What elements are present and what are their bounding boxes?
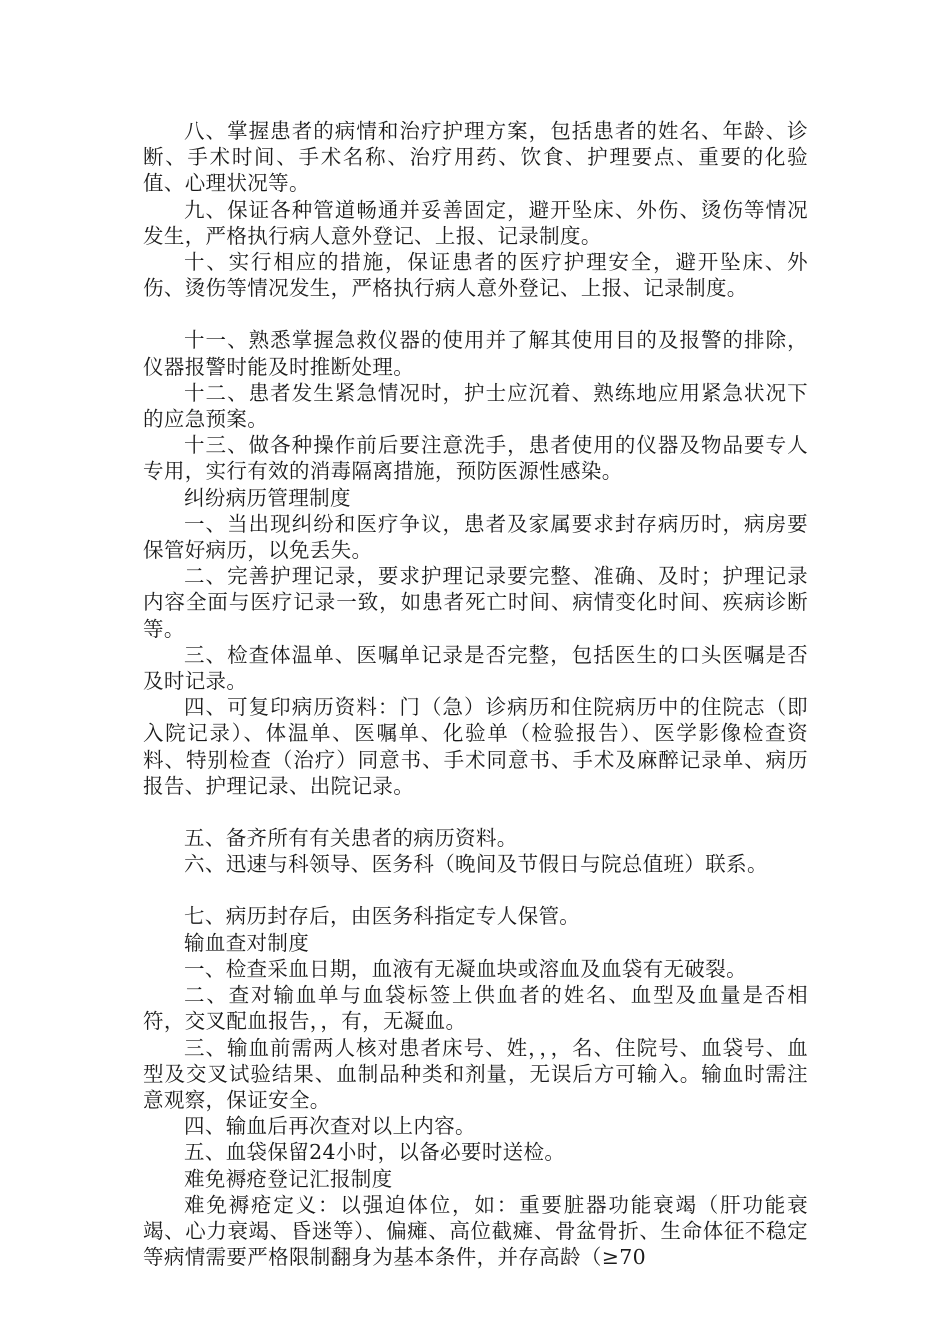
paragraph-spacer: [143, 301, 808, 327]
paragraph-item-8: 八、掌握患者的病情和治疗护理方案，包括患者的姓名、年龄、诊断、手术时间、手术名称、治疗用药、饮食、护理要点、重要的化验值、心理状况等。: [143, 119, 808, 196]
dispute-item-5: 五、备齐所有有关患者的病历资料。: [184, 826, 518, 851]
section-heading-dispute-records: 纠纷病历管理制度: [184, 485, 351, 510]
dispute-item-4: 四、可复印病历资料：门（急）诊病历和住院病历中的住院志（即入院记录）、体温单、医嘱单、化验单（检验报告）、医学影像检查资料、特别检查（治疗）同意书、手术同意书、手术及麻醉记录单、病历报告、护理记录、出院记录。: [143, 695, 808, 798]
transfusion-item-3: 三、输血前需两人核对患者床号、姓，，，名、住院号、血袋号、血型及交叉试验结果、血制品种类和剂量，无误后方可输入。输血时需注意观察，保证安全。: [143, 1035, 808, 1112]
document-body: [143, 118, 808, 1270]
section-heading-pressure-ulcer: 难免褥疮登记汇报制度: [184, 1166, 393, 1191]
pressure-ulcer-definition: 难免褥疮定义：以强迫体位，如：重要脏器功能衰竭（肝功能衰竭、心力衰竭、昏迷等）、偏瘫、高位截瘫、骨盆骨折、生命体征不稳定等病情需要严格限制翻身为基本条件，并存高龄（≥70: [143, 1192, 808, 1270]
dispute-item-2: 二、完善护理记录，要求护理记录要完整、准确、及时；护理记录内容全面与医疗记录一致，如患者死亡时间、病情变化时间、疾病诊断等。: [143, 564, 808, 641]
dispute-item-7: 七、病历封存后，由医务科指定专人保管。: [184, 904, 581, 929]
transfusion-item-2: 二、查对输血单与血袋标签上供血者的姓名、血型及血量是否相符，交叉配血报告，，有，无凝血。: [143, 983, 808, 1034]
paragraph-item-9: 九、保证各种管道畅通并妥善固定，避开坠床、外伤、烫伤等情况发生，严格执行病人意外登记、上报、记录制度。: [143, 197, 808, 248]
paragraph-item-11: 十一、熟悉掌握急救仪器的使用并了解其使用目的及报警的排除，仪器报警时能及时推断处理。: [143, 328, 808, 379]
dispute-item-3: 三、检查体温单、医嘱单记录是否完整，包括医生的口头医嘱是否及时记录。: [143, 642, 808, 694]
transfusion-item-4: 四、输血后再次查对以上内容。: [184, 1114, 476, 1139]
paragraph-item-12: 十二、患者发生紧急情况时，护士应沉着、熟练地应用紧急状况下的应急预案。: [143, 380, 808, 432]
dispute-item-1: 一、当出现纠纷和医疗争议，患者及家属要求封存病历时，病房要保管好病历，以免丢失。: [143, 511, 808, 563]
paragraph-item-10: 十、实行相应的措施，保证患者的医疗护理安全，避开坠床、外伤、烫伤等情况发生，严格执行病人意外登记、上报、记录制度。: [143, 250, 808, 301]
section-heading-transfusion-check: 输血查对制度: [184, 930, 310, 955]
paragraph-item-13: 十三、做各种操作前后要注意洗手，患者使用的仪器及物品要专人专用，实行有效的消毒隔离措施，预防医源性感染。: [143, 433, 808, 484]
dispute-item-6: 六、迅速与科领导、医务科（晚间及节假日与院总值班）联系。: [184, 852, 768, 877]
paragraph-spacer: [143, 877, 808, 903]
transfusion-item-5: 五、血袋保留24小时，以备必要时送检。: [184, 1140, 566, 1165]
paragraph-spacer: [143, 799, 808, 825]
transfusion-item-1: 一、检查采血日期，血液有无凝血块或溶血及血袋有无破裂。: [184, 956, 747, 981]
